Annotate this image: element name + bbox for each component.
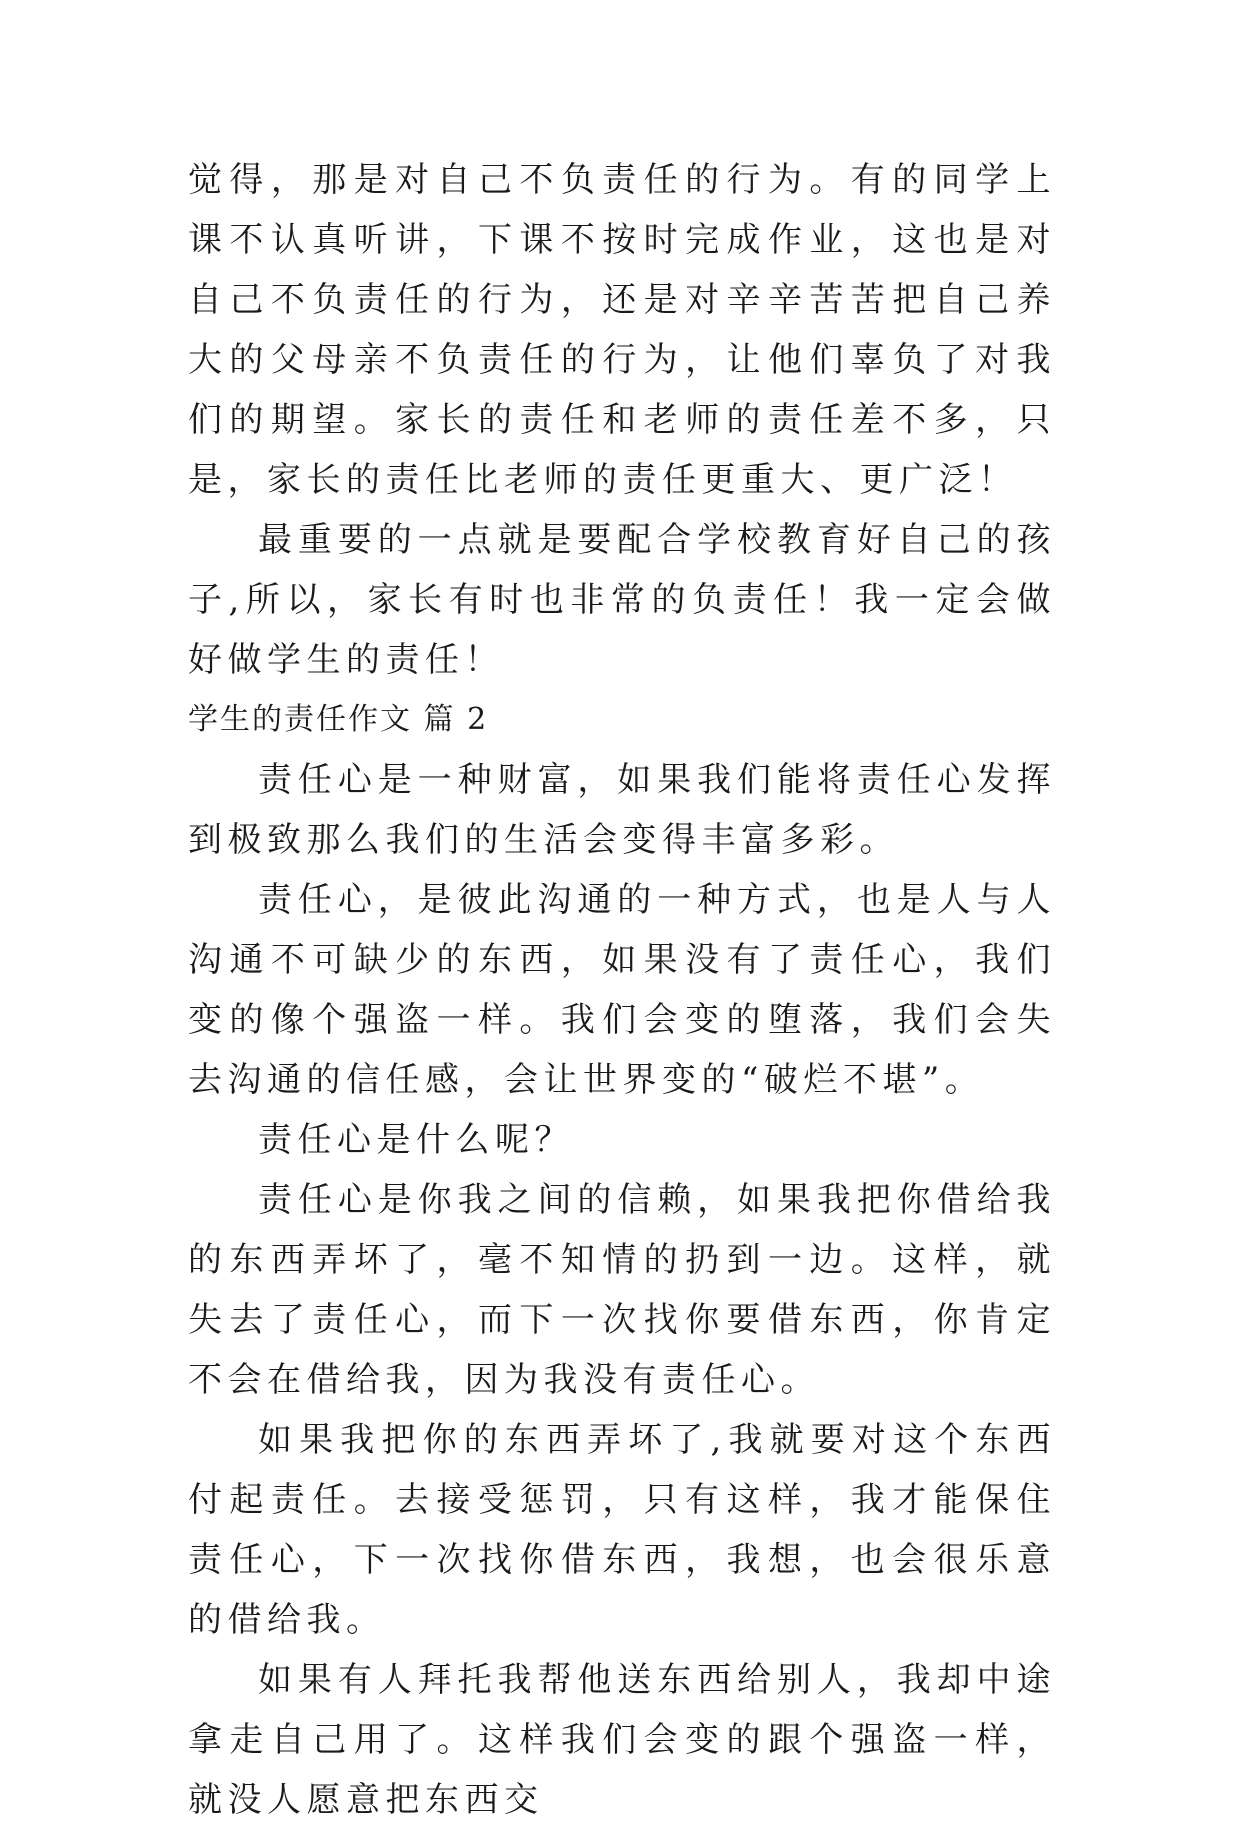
- paragraph-wealth: 责任心是一种财富，如果我们能将责任心发挥到极致那么我们的生活会变得丰富多彩。: [188, 760, 1056, 860]
- paragraph-broken: 如果我把你的东西弄坏了,我就要对这个东西付起责任。去接受惩罚，只有这样，我才能保住责任心，下一次找你借东西，我想，也会很乐意的借给我。: [188, 1420, 1056, 1640]
- paragraph-trust: 责任心是你我之间的信赖，如果我把你借给我的东西弄坏了，毫不知情的扔到一边。这样，就失去了责任心，而下一次找你要借东西，你肯定不会在借给我，因为我没有责任心。: [188, 1180, 1056, 1400]
- document-body: [188, 150, 1056, 1830]
- paragraph-deliver: 如果有人拜托我帮他送东西给别人，我却中途拿走自己用了。这样我们会变的跟个强盗一样，就没人愿意把东西交: [188, 1660, 1056, 1820]
- section-heading: 学生的责任作文 篇 2: [188, 702, 489, 737]
- paragraph-communication: 责任心，是彼此沟通的一种方式，也是人与人沟通不可缺少的东西，如果没有了责任心，我们变的像个强盗一样。我们会变的堕落，我们会失去沟通的信任感，会让世界变的“破烂不堪”。: [188, 880, 1056, 1100]
- paragraph-important: 最重要的一点就是要配合学校教育好自己的孩子,所以，家长有时也非常的负责任！我一定会做好做学生的责任！: [188, 520, 1056, 680]
- paragraph-continuation: 觉得，那是对自己不负责任的行为。有的同学上课不认真听讲，下课不按时完成作业，这也是对自己不负责任的行为，还是对辛辛苦苦把自己养大的父母亲不负责任的行为，让他们辜负了对我们的期望。家长的责任和老师的责任差不多，只是，家长的责任比老师的责任更重大、更广泛！: [188, 160, 1056, 500]
- paragraph-question: 责任心是什么呢？: [258, 1120, 574, 1160]
